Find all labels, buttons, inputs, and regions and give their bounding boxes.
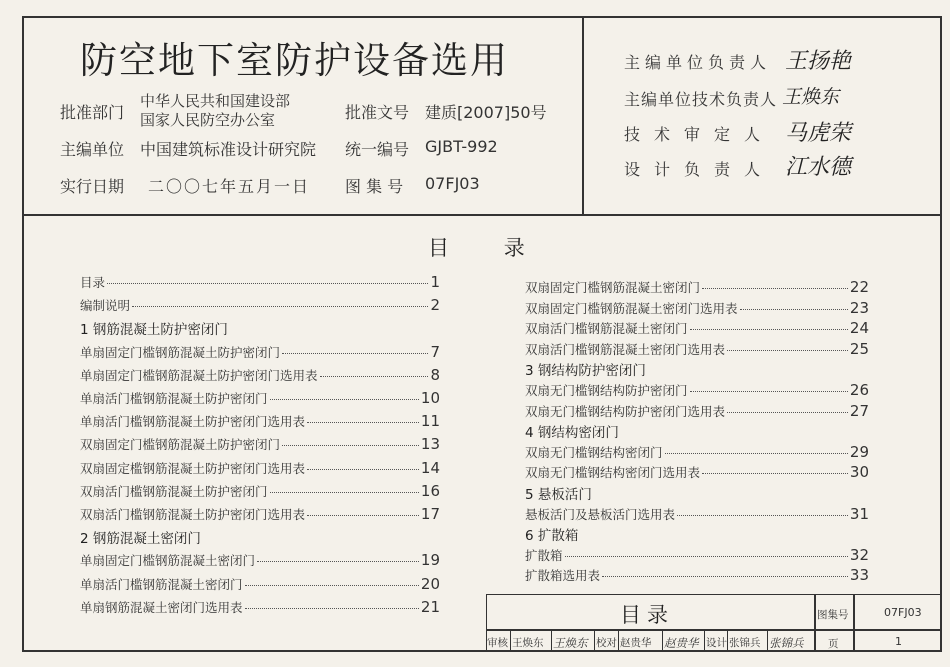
checker-signature: 赵贵华 xyxy=(664,636,699,650)
toc-entry[interactable] xyxy=(80,575,440,593)
toc-entry[interactable] xyxy=(525,278,869,296)
approval-dept-value-2: 国家人民防空办公室 xyxy=(140,111,276,129)
effective-date-label: 实行日期 xyxy=(60,177,125,196)
toc-entry-leader xyxy=(690,329,848,330)
reviewer-name: 王焕东 xyxy=(512,637,544,649)
toc-entry-page: 10 xyxy=(420,389,440,407)
toc-entry-leader xyxy=(107,283,428,284)
chief-tech-leader-signature: 王焕东 xyxy=(782,86,840,108)
toc-entry-page: 21 xyxy=(420,597,440,616)
approval-dept-label: 批准部门 xyxy=(60,103,125,122)
toc-entry-leader xyxy=(677,515,848,516)
toc-entry-text: 单扇固定门槛钢筋混凝土防护密闭门选用表 xyxy=(80,367,318,383)
title-block-cell-divider xyxy=(767,629,768,652)
toc-entry-text: 双扇无门槛钢结构密闭门选用表 xyxy=(525,465,701,481)
toc-entry[interactable] xyxy=(80,551,440,569)
toc-title xyxy=(428,232,525,262)
toc-entry-text: 悬板活门及悬板活门选用表 xyxy=(525,506,676,522)
title-block-hline-right xyxy=(814,629,942,631)
toc-entry-leader xyxy=(307,422,419,423)
toc-entry[interactable] xyxy=(80,598,440,616)
toc-entry[interactable] xyxy=(80,273,440,291)
toc-entry-page: 7 xyxy=(430,342,440,361)
toc-entry-page: 20 xyxy=(420,574,440,593)
toc-entry-page: 30 xyxy=(849,463,869,482)
toc-entry[interactable] xyxy=(80,482,440,500)
toc-entry[interactable] xyxy=(80,389,440,407)
toc-entry-text: 单扇固定门槛钢筋混凝土防护密闭门 xyxy=(80,344,281,360)
toc-entry[interactable] xyxy=(525,402,869,420)
toc-entry-leader xyxy=(690,391,848,392)
toc-title-char-2: 录 xyxy=(503,236,525,260)
title-block-cell-divider xyxy=(594,629,595,652)
toc-section-heading: 1 钢筋混凝土防护密闭门 xyxy=(80,322,228,339)
toc-entry-leader xyxy=(702,288,848,289)
title-block-vline-1 xyxy=(814,594,816,652)
toc-entry-text: 双扇固定门槛钢筋混凝土密闭门选用表 xyxy=(525,300,738,316)
toc-entry-text: 目录 xyxy=(80,275,106,290)
toc-entry[interactable] xyxy=(80,412,440,430)
toc-section-heading: 3 钢结构防护密闭门 xyxy=(525,363,646,380)
toc-entry-text: 单扇活门槛钢筋混凝土密闭门 xyxy=(80,576,243,592)
toc-entry-leader xyxy=(665,453,848,454)
title-block-cell-divider xyxy=(662,629,663,652)
toc-entry-page: 29 xyxy=(849,442,869,461)
page-number: 1 xyxy=(895,635,902,648)
title-block-title: 目录 xyxy=(620,603,674,627)
design-label: 设计 xyxy=(706,637,727,649)
design-leader-signature: 江水德 xyxy=(785,155,852,180)
toc-entry-leader xyxy=(702,473,848,474)
approval-doc-value: 建质[2007]50号 xyxy=(425,103,547,122)
check-label: 校对 xyxy=(596,637,617,649)
unified-no-value: GJBT-992 xyxy=(425,137,498,156)
atlas-no-label: 图 集 号 xyxy=(345,177,404,196)
toc-entry-page: 33 xyxy=(849,566,869,585)
toc-entry-page: 19 xyxy=(420,551,440,570)
toc-entry-page: 17 xyxy=(420,505,440,523)
toc-entry-leader xyxy=(245,585,419,586)
toc-entry-text: 扩散箱 xyxy=(525,547,563,563)
toc-entry-text: 双扇活门槛钢筋混凝土防护密闭门 xyxy=(80,483,268,499)
editor-unit-label: 主编单位 xyxy=(60,140,125,159)
chief-tech-leader-label: 主编单位技术负责人 xyxy=(624,90,778,109)
toc-entry[interactable] xyxy=(80,459,440,477)
toc-section-heading: 2 钢筋混凝土密闭门 xyxy=(80,531,201,548)
atlas-no-value-small: 07FJ03 xyxy=(884,606,922,619)
toc-entry[interactable] xyxy=(525,546,869,564)
header-divider xyxy=(582,16,584,216)
tech-reviewer-signature: 马虎荣 xyxy=(785,121,852,146)
toc-entry[interactable] xyxy=(525,319,869,337)
designer-signature: 张锦兵 xyxy=(769,636,804,650)
toc-entry[interactable] xyxy=(80,505,440,523)
toc-entry-page: 25 xyxy=(849,339,869,358)
designer-name: 张锦兵 xyxy=(729,637,761,649)
title-block-cell-divider xyxy=(704,629,705,652)
toc-entry-page: 13 xyxy=(420,435,440,454)
toc-entry[interactable] xyxy=(525,381,869,399)
toc-entry[interactable] xyxy=(525,566,869,584)
toc-entry-text: 双扇无门槛钢结构防护密闭门 xyxy=(525,383,688,398)
toc-entry-page: 24 xyxy=(849,319,869,338)
document-title: 防空地下室防护设备选用 xyxy=(80,39,509,82)
tech-reviewer-label: 技术审定人 xyxy=(624,125,775,144)
toc-entry-text: 双扇活门槛钢筋混凝土密闭门 xyxy=(525,321,688,337)
toc-entry-page: 14 xyxy=(420,458,440,477)
toc-entry-page: 22 xyxy=(849,278,869,296)
effective-date-value: 二〇〇七年五月一日 xyxy=(148,177,311,196)
toc-entry-leader xyxy=(257,561,419,562)
toc-entry-page: 23 xyxy=(849,298,869,317)
atlas-no-label-small: 图集号 xyxy=(817,609,849,621)
toc-title-char-1: 目 xyxy=(428,236,449,260)
toc-entry-leader xyxy=(282,445,419,446)
editor-unit-value: 中国建筑标准设计研究院 xyxy=(140,140,317,159)
chief-unit-leader-signature: 王扬艳 xyxy=(785,49,852,74)
title-block-cell-divider xyxy=(618,629,619,652)
toc-section-heading: 5 悬板活门 xyxy=(525,487,592,503)
toc-entry-leader xyxy=(270,399,419,400)
checker-name: 赵贵华 xyxy=(620,637,652,649)
atlas-no-value: 07FJ03 xyxy=(425,174,480,193)
toc-entry-text: 双扇无门槛钢结构防护密闭门选用表 xyxy=(525,403,726,419)
title-block-cell-divider xyxy=(551,629,552,652)
toc-entry[interactable] xyxy=(80,435,440,453)
toc-section-heading: 6 扩散箱 xyxy=(525,528,579,545)
toc-entry-page: 31 xyxy=(849,504,869,523)
toc-section-heading: 4 钢结构密闭门 xyxy=(525,425,619,442)
toc-entry-leader xyxy=(245,608,419,609)
toc-entry-text: 双扇活门槛钢筋混凝土密闭门选用表 xyxy=(525,341,726,357)
toc-entry-leader xyxy=(282,353,428,354)
review-label: 审核 xyxy=(487,637,508,649)
toc-entry-text: 双扇固定门槛钢筋混凝土防护密闭门 xyxy=(80,437,281,453)
title-block-cell-divider xyxy=(727,629,728,652)
toc-entry-text: 单扇活门槛钢筋混凝土防护密闭门 xyxy=(80,391,268,406)
approval-doc-label: 批准文号 xyxy=(345,103,410,122)
toc-entry-page: 16 xyxy=(420,481,440,500)
toc-entry[interactable] xyxy=(525,505,869,523)
toc-entry-leader xyxy=(307,469,419,470)
toc-entry[interactable] xyxy=(80,366,440,384)
reviewer-signature: 王焕东 xyxy=(553,636,588,650)
toc-entry[interactable] xyxy=(80,343,440,361)
toc-entry-text: 单扇钢筋混凝土密闭门选用表 xyxy=(80,599,243,615)
toc-entry-text: 扩散箱选用表 xyxy=(525,568,601,584)
chief-unit-leader-label: 主编单位负责人 xyxy=(624,53,772,72)
toc-entry-leader xyxy=(320,376,429,377)
title-block-cell-divider xyxy=(510,629,511,652)
toc-entry[interactable] xyxy=(80,296,440,314)
toc-entry-page: 2 xyxy=(430,296,440,315)
toc-entry[interactable] xyxy=(525,443,869,461)
approval-dept-value-1: 中华人民共和国建设部 xyxy=(140,92,291,110)
design-leader-label: 设计负责人 xyxy=(624,160,775,179)
toc-entry-page: 27 xyxy=(849,401,869,420)
toc-entry-leader xyxy=(727,350,848,351)
toc-entry-leader xyxy=(132,306,428,307)
toc-entry-leader xyxy=(740,309,848,310)
toc-entry-text: 单扇活门槛钢筋混凝土防护密闭门选用表 xyxy=(80,414,306,430)
unified-no-label: 统一编号 xyxy=(345,140,410,159)
toc-entry-page: 26 xyxy=(849,381,869,399)
toc-entry-text: 单扇固定门槛钢筋混凝土密闭门 xyxy=(80,553,256,569)
toc-entry[interactable] xyxy=(525,299,869,317)
toc-entry[interactable] xyxy=(525,463,869,481)
toc-entry-text: 编制说明 xyxy=(80,298,131,314)
toc-entry-leader xyxy=(602,576,848,577)
page-label: 页 xyxy=(828,638,839,650)
toc-entry-text: 双扇活门槛钢筋混凝土防护密闭门选用表 xyxy=(80,507,306,522)
toc-entry-text: 双扇无门槛钢结构密闭门 xyxy=(525,444,663,460)
toc-entry-page: 1 xyxy=(430,273,440,291)
toc-entry-leader xyxy=(727,412,848,413)
toc-entry-text: 双扇固定门槛钢筋混凝土密闭门 xyxy=(525,280,701,295)
toc-entry-text: 双扇固定槛钢筋混凝土防护密闭门选用表 xyxy=(80,460,306,476)
toc-entry-page: 11 xyxy=(420,412,440,431)
toc-entry-page: 32 xyxy=(849,545,869,564)
toc-entry-leader xyxy=(565,556,848,557)
title-block-vline-2 xyxy=(853,594,855,652)
toc-entry[interactable] xyxy=(525,340,869,358)
toc-entry-leader xyxy=(307,515,419,516)
toc-entry-leader xyxy=(270,492,419,493)
title-block-hline xyxy=(486,629,814,631)
toc-entry-page: 8 xyxy=(430,365,440,384)
